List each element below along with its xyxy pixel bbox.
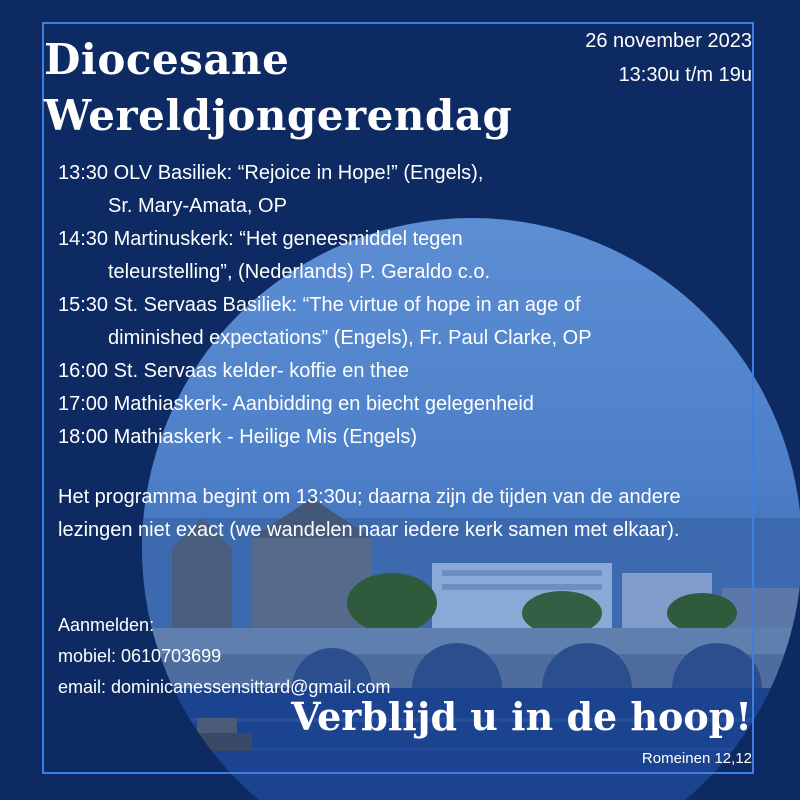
signup-mobile: mobiel: 0610703699 <box>58 646 222 666</box>
event-title <box>44 32 512 144</box>
slogan: Verblijd u in de hoop! <box>291 694 752 739</box>
event-time: 13:30u t/m 19u <box>618 64 752 86</box>
schedule-item: 15:30 St. Servaas Basiliek: “The virtue of hope in an age of <box>58 294 581 316</box>
signup-email: email: dominicanessensittard@gmail.com <box>58 677 391 697</box>
title-line-2: Wereldjongerendag <box>44 91 513 140</box>
schedule-item-continuation: teleurstelling”, (Nederlands) P. Geraldo c.o. <box>108 261 491 283</box>
signup-info <box>58 610 390 703</box>
event-day: 26 november 2023 <box>585 30 752 52</box>
schedule-item-continuation: diminished expectations” (Engels), Fr. Paul Clarke, OP <box>108 327 592 349</box>
schedule-item: 13:30 OLV Basiliek: “Rejoice in Hope!” (Engels), <box>58 162 484 184</box>
bible-reference: Romeinen 12,12 <box>641 750 752 767</box>
schedule-item: 17:00 Mathiaskerk- Aanbidding en biecht gelegenheid <box>58 393 534 415</box>
program-note: Het programma begint om 13:30u; daarna zijn de tijden van de andere lezingen niet exact (we wandelen naar iedere kerk samen met elkaar). <box>58 486 681 541</box>
event-date <box>585 24 752 92</box>
schedule-list <box>58 157 592 454</box>
signup-heading: Aanmelden: <box>58 615 155 635</box>
schedule-item: 18:00 Mathiaskerk - Heilige Mis (Engels) <box>58 426 418 448</box>
schedule-item: 14:30 Martinuskerk: “Het geneesmiddel tegen <box>58 228 463 250</box>
schedule-item: 16:00 St. Servaas kelder- koffie en thee <box>58 360 409 382</box>
schedule-item-continuation: Sr. Mary-Amata, OP <box>108 195 287 217</box>
title-line-1: Diocesane <box>44 35 290 84</box>
